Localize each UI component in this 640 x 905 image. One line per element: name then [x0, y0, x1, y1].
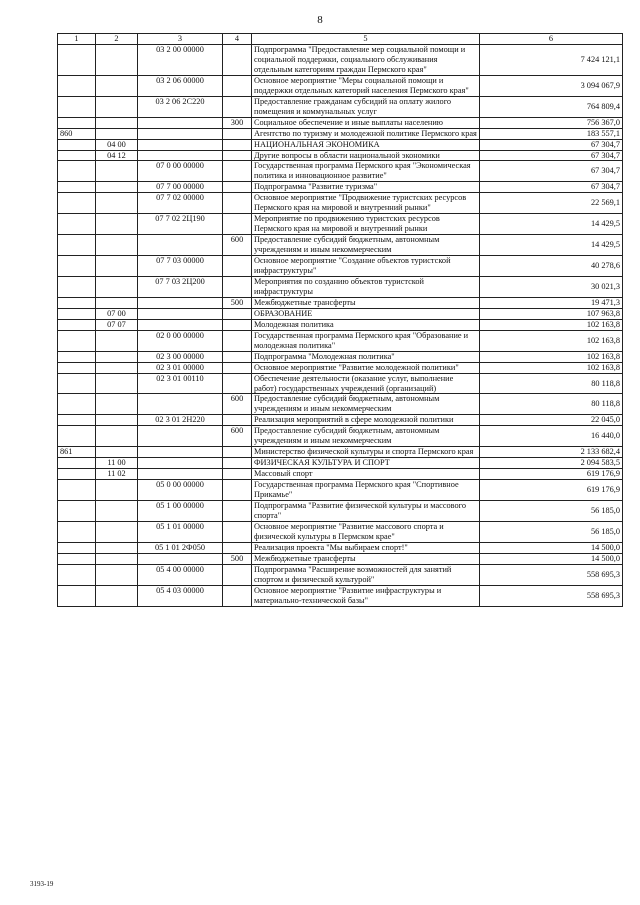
- cell-description: Основное мероприятие "Меры социальной помощи и поддержки отдельных категорий населения Пермского края": [252, 75, 480, 96]
- cell-expense-type: [223, 45, 252, 76]
- cell-expense-type: 500: [223, 553, 252, 564]
- cell-amount: 67 304,7: [480, 182, 623, 193]
- cell-description: Министерство физической культуры и спорта Пермского края: [252, 447, 480, 458]
- cell-expense-type: [223, 373, 252, 394]
- cell-admin-code: [58, 585, 96, 606]
- cell-amount: 56 185,0: [480, 500, 623, 521]
- table-row: [58, 426, 623, 447]
- cell-target-code: 02 0 00 00000: [138, 330, 223, 351]
- cell-amount: 16 440,0: [480, 426, 623, 447]
- cell-admin-code: [58, 256, 96, 277]
- cell-section-code: 07 00: [96, 308, 138, 319]
- cell-description: Государственная программа Пермского края "Экономическая политика и инновационное развитие": [252, 161, 480, 182]
- cell-section-code: [96, 585, 138, 606]
- cell-section-code: 11 02: [96, 469, 138, 480]
- cell-target-code: 05 1 01 00000: [138, 521, 223, 542]
- cell-amount: 67 304,7: [480, 150, 623, 161]
- cell-target-code: 02 3 00 00000: [138, 351, 223, 362]
- cell-admin-code: 860: [58, 128, 96, 139]
- table-row: [58, 235, 623, 256]
- cell-expense-type: [223, 182, 252, 193]
- cell-target-code: [138, 469, 223, 480]
- cell-description: Подпрограмма "Расширение возможностей для занятий спортом и физической культурой": [252, 564, 480, 585]
- table-row: [58, 276, 623, 297]
- cell-expense-type: [223, 308, 252, 319]
- cell-description: Основное мероприятие "Развитие инфраструктуры и материально-технической базы": [252, 585, 480, 606]
- cell-section-code: [96, 521, 138, 542]
- cell-amount: 14 500,0: [480, 542, 623, 553]
- cell-description: Основное мероприятие "Продвижение туристских ресурсов Пермского края на мировой и внутренний рынки": [252, 193, 480, 214]
- cell-section-code: [96, 45, 138, 76]
- cell-amount: 7 424 121,1: [480, 45, 623, 76]
- table-row: [58, 128, 623, 139]
- cell-admin-code: 861: [58, 447, 96, 458]
- cell-description: Основное мероприятие "Развитие массового спорта и физической культуры в Пермском крае": [252, 521, 480, 542]
- cell-admin-code: [58, 235, 96, 256]
- cell-section-code: [96, 182, 138, 193]
- table-row: [58, 308, 623, 319]
- cell-admin-code: [58, 542, 96, 553]
- cell-amount: 102 163,8: [480, 362, 623, 373]
- cell-section-code: [96, 297, 138, 308]
- column-header: 6: [480, 34, 623, 45]
- cell-admin-code: [58, 193, 96, 214]
- cell-description: Социальное обеспечение и иные выплаты населению: [252, 117, 480, 128]
- cell-admin-code: [58, 182, 96, 193]
- cell-amount: 14 500,0: [480, 553, 623, 564]
- cell-admin-code: [58, 458, 96, 469]
- column-header: 4: [223, 34, 252, 45]
- table-row: [58, 469, 623, 480]
- cell-description: Основное мероприятие "Развитие молодежной политики": [252, 362, 480, 373]
- cell-amount: 558 695,3: [480, 585, 623, 606]
- cell-description: Массовый спорт: [252, 469, 480, 480]
- cell-section-code: [96, 542, 138, 553]
- table-row: [58, 330, 623, 351]
- cell-target-code: [138, 308, 223, 319]
- cell-section-code: [96, 480, 138, 501]
- cell-admin-code: [58, 319, 96, 330]
- table-row: [58, 351, 623, 362]
- cell-target-code: 02 3 01 00000: [138, 362, 223, 373]
- cell-amount: 80 118,8: [480, 394, 623, 415]
- cell-section-code: [96, 75, 138, 96]
- cell-section-code: 07 07: [96, 319, 138, 330]
- cell-section-code: [96, 256, 138, 277]
- table-row: [58, 394, 623, 415]
- table-row: [58, 447, 623, 458]
- table-row: [58, 193, 623, 214]
- cell-section-code: [96, 117, 138, 128]
- table-header-row: [58, 34, 623, 45]
- cell-description: Подпрограмма "Предоставление мер социальной помощи и социальной поддержки, социального обслуживания отдельным категориям граждан Пермского края": [252, 45, 480, 76]
- table-row: [58, 362, 623, 373]
- cell-target-code: 05 0 00 00000: [138, 480, 223, 501]
- cell-section-code: [96, 235, 138, 256]
- cell-admin-code: [58, 161, 96, 182]
- table-row: [58, 256, 623, 277]
- table-row: [58, 564, 623, 585]
- cell-amount: 764 809,4: [480, 96, 623, 117]
- cell-description: НАЦИОНАЛЬНАЯ ЭКОНОМИКА: [252, 139, 480, 150]
- cell-target-code: 02 3 01 2Н220: [138, 415, 223, 426]
- cell-description: Предоставление гражданам субсидий на оплату жилого помещения и коммунальных услуг: [252, 96, 480, 117]
- cell-admin-code: [58, 394, 96, 415]
- cell-admin-code: [58, 426, 96, 447]
- cell-expense-type: [223, 447, 252, 458]
- cell-description: Мероприятия по созданию объектов туристской инфраструктуры: [252, 276, 480, 297]
- cell-description: Реализация мероприятий в сфере молодежной политики: [252, 415, 480, 426]
- document-code: 3193-19: [30, 880, 54, 888]
- cell-section-code: [96, 96, 138, 117]
- cell-expense-type: 300: [223, 117, 252, 128]
- cell-expense-type: 600: [223, 394, 252, 415]
- cell-target-code: [138, 117, 223, 128]
- cell-amount: 19 471,3: [480, 297, 623, 308]
- table-row: [58, 161, 623, 182]
- cell-section-code: [96, 362, 138, 373]
- cell-description: ОБРАЗОВАНИЕ: [252, 308, 480, 319]
- cell-admin-code: [58, 117, 96, 128]
- column-header: 1: [58, 34, 96, 45]
- cell-section-code: [96, 553, 138, 564]
- cell-description: Подпрограмма "Развитие туризма": [252, 182, 480, 193]
- cell-description: Предоставление субсидий бюджетным, автономным учреждениям и иным некоммерческим: [252, 394, 480, 415]
- cell-amount: 14 429,5: [480, 235, 623, 256]
- cell-admin-code: [58, 96, 96, 117]
- cell-admin-code: [58, 373, 96, 394]
- cell-admin-code: [58, 553, 96, 564]
- cell-section-code: [96, 426, 138, 447]
- cell-description: Агентство по туризму и молодежной политике Пермского края: [252, 128, 480, 139]
- cell-expense-type: [223, 469, 252, 480]
- cell-amount: 30 021,3: [480, 276, 623, 297]
- table-row: [58, 373, 623, 394]
- cell-admin-code: [58, 214, 96, 235]
- cell-target-code: 07 7 03 00000: [138, 256, 223, 277]
- cell-expense-type: [223, 330, 252, 351]
- cell-amount: 67 304,7: [480, 139, 623, 150]
- cell-expense-type: [223, 75, 252, 96]
- cell-target-code: 05 1 01 2Ф050: [138, 542, 223, 553]
- cell-section-code: [96, 161, 138, 182]
- cell-admin-code: [58, 521, 96, 542]
- cell-target-code: [138, 139, 223, 150]
- cell-description: Государственная программа Пермского края "Спортивное Прикамье": [252, 480, 480, 501]
- table-row: [58, 117, 623, 128]
- cell-amount: 40 278,6: [480, 256, 623, 277]
- cell-amount: 107 963,8: [480, 308, 623, 319]
- table-row: [58, 542, 623, 553]
- budget-table: [57, 33, 623, 607]
- cell-amount: 756 367,0: [480, 117, 623, 128]
- cell-expense-type: [223, 150, 252, 161]
- cell-expense-type: [223, 276, 252, 297]
- cell-description: Подпрограмма "Молодежная политика": [252, 351, 480, 362]
- cell-section-code: [96, 193, 138, 214]
- cell-expense-type: [223, 415, 252, 426]
- cell-amount: 102 163,8: [480, 351, 623, 362]
- cell-target-code: [138, 150, 223, 161]
- cell-admin-code: [58, 276, 96, 297]
- cell-section-code: 04 00: [96, 139, 138, 150]
- cell-description: Молодежная политика: [252, 319, 480, 330]
- cell-section-code: [96, 500, 138, 521]
- cell-expense-type: [223, 480, 252, 501]
- cell-amount: 14 429,5: [480, 214, 623, 235]
- table-row: [58, 182, 623, 193]
- cell-amount: 619 176,9: [480, 469, 623, 480]
- cell-target-code: [138, 394, 223, 415]
- cell-target-code: [138, 128, 223, 139]
- column-header: 5: [252, 34, 480, 45]
- table-row: [58, 585, 623, 606]
- cell-description: Подпрограмма "Развитие физической культуры и массового спорта": [252, 500, 480, 521]
- cell-expense-type: [223, 564, 252, 585]
- cell-expense-type: [223, 585, 252, 606]
- cell-section-code: [96, 128, 138, 139]
- cell-amount: 102 163,8: [480, 330, 623, 351]
- cell-admin-code: [58, 330, 96, 351]
- cell-expense-type: [223, 139, 252, 150]
- cell-target-code: 05 4 00 00000: [138, 564, 223, 585]
- cell-amount: 183 557,1: [480, 128, 623, 139]
- cell-amount: 558 695,3: [480, 564, 623, 585]
- cell-section-code: [96, 373, 138, 394]
- cell-expense-type: [223, 500, 252, 521]
- cell-description: Межбюджетные трансферты: [252, 297, 480, 308]
- cell-amount: 56 185,0: [480, 521, 623, 542]
- cell-target-code: 07 7 00 00000: [138, 182, 223, 193]
- cell-description: Мероприятие по продвижению туристских ресурсов Пермского края на мировой и внутренний рынки: [252, 214, 480, 235]
- cell-amount: 102 163,8: [480, 319, 623, 330]
- table-row: [58, 553, 623, 564]
- cell-section-code: [96, 415, 138, 426]
- cell-description: Межбюджетные трансферты: [252, 553, 480, 564]
- cell-admin-code: [58, 150, 96, 161]
- cell-target-code: [138, 426, 223, 447]
- cell-admin-code: [58, 308, 96, 319]
- cell-section-code: 11 00: [96, 458, 138, 469]
- cell-description: Обеспечение деятельности (оказание услуг, выполнение работ) государственных учреждений (организаций): [252, 373, 480, 394]
- cell-amount: 619 176,9: [480, 480, 623, 501]
- cell-expense-type: [223, 319, 252, 330]
- cell-target-code: [138, 235, 223, 256]
- table-row: [58, 500, 623, 521]
- table-row: [58, 415, 623, 426]
- cell-target-code: [138, 458, 223, 469]
- cell-admin-code: [58, 564, 96, 585]
- column-header: 2: [96, 34, 138, 45]
- cell-expense-type: [223, 161, 252, 182]
- cell-admin-code: [58, 351, 96, 362]
- cell-amount: 22 045,0: [480, 415, 623, 426]
- table-row: [58, 96, 623, 117]
- cell-target-code: [138, 553, 223, 564]
- table-row: [58, 45, 623, 76]
- cell-target-code: 05 4 03 00000: [138, 585, 223, 606]
- cell-admin-code: [58, 415, 96, 426]
- cell-expense-type: [223, 362, 252, 373]
- cell-admin-code: [58, 480, 96, 501]
- cell-amount: 22 569,1: [480, 193, 623, 214]
- cell-description: Предоставление субсидий бюджетным, автономным учреждениям и иным некоммерческим: [252, 426, 480, 447]
- cell-admin-code: [58, 45, 96, 76]
- column-header: 3: [138, 34, 223, 45]
- cell-section-code: 04 12: [96, 150, 138, 161]
- cell-expense-type: [223, 521, 252, 542]
- cell-admin-code: [58, 500, 96, 521]
- table-row: [58, 458, 623, 469]
- cell-section-code: [96, 330, 138, 351]
- cell-description: Предоставление субсидий бюджетным, автономным учреждениям и иным некоммерческим: [252, 235, 480, 256]
- cell-expense-type: 500: [223, 297, 252, 308]
- cell-expense-type: 600: [223, 426, 252, 447]
- cell-section-code: [96, 394, 138, 415]
- cell-section-code: [96, 564, 138, 585]
- cell-expense-type: [223, 214, 252, 235]
- table-row: [58, 480, 623, 501]
- cell-target-code: 02 3 01 00110: [138, 373, 223, 394]
- cell-target-code: 07 0 00 00000: [138, 161, 223, 182]
- table-row: [58, 139, 623, 150]
- cell-admin-code: [58, 139, 96, 150]
- cell-amount: 2 133 682,4: [480, 447, 623, 458]
- cell-expense-type: [223, 193, 252, 214]
- cell-target-code: 03 2 00 00000: [138, 45, 223, 76]
- table-body: [58, 45, 623, 607]
- cell-description: ФИЗИЧЕСКАЯ КУЛЬТУРА И СПОРТ: [252, 458, 480, 469]
- cell-target-code: 07 7 02 2Ц190: [138, 214, 223, 235]
- page-number: 8: [317, 14, 323, 26]
- cell-target-code: [138, 319, 223, 330]
- cell-amount: 3 094 067,9: [480, 75, 623, 96]
- cell-admin-code: [58, 362, 96, 373]
- table-row: [58, 297, 623, 308]
- table-row: [58, 521, 623, 542]
- cell-target-code: 07 7 02 00000: [138, 193, 223, 214]
- cell-description: Реализация проекта "Мы выбираем спорт!": [252, 542, 480, 553]
- cell-admin-code: [58, 75, 96, 96]
- table-row: [58, 319, 623, 330]
- table-row: [58, 75, 623, 96]
- cell-amount: 67 304,7: [480, 161, 623, 182]
- cell-description: Основное мероприятие "Создание объектов туристской инфраструктуры": [252, 256, 480, 277]
- cell-section-code: [96, 351, 138, 362]
- cell-description: Государственная программа Пермского края "Образование и молодежная политика": [252, 330, 480, 351]
- table-row: [58, 150, 623, 161]
- cell-target-code: [138, 447, 223, 458]
- cell-expense-type: [223, 256, 252, 277]
- cell-expense-type: 600: [223, 235, 252, 256]
- table-row: [58, 214, 623, 235]
- cell-target-code: 03 2 06 00000: [138, 75, 223, 96]
- cell-expense-type: [223, 542, 252, 553]
- cell-expense-type: [223, 128, 252, 139]
- cell-target-code: 03 2 06 2С220: [138, 96, 223, 117]
- cell-expense-type: [223, 96, 252, 117]
- cell-amount: 80 118,8: [480, 373, 623, 394]
- cell-target-code: 07 7 03 2Ц200: [138, 276, 223, 297]
- cell-expense-type: [223, 458, 252, 469]
- cell-section-code: [96, 276, 138, 297]
- cell-admin-code: [58, 297, 96, 308]
- cell-section-code: [96, 214, 138, 235]
- cell-expense-type: [223, 351, 252, 362]
- cell-section-code: [96, 447, 138, 458]
- cell-admin-code: [58, 469, 96, 480]
- cell-target-code: 05 1 00 00000: [138, 500, 223, 521]
- cell-target-code: [138, 297, 223, 308]
- cell-amount: 2 094 583,5: [480, 458, 623, 469]
- cell-description: Другие вопросы в области национальной экономики: [252, 150, 480, 161]
